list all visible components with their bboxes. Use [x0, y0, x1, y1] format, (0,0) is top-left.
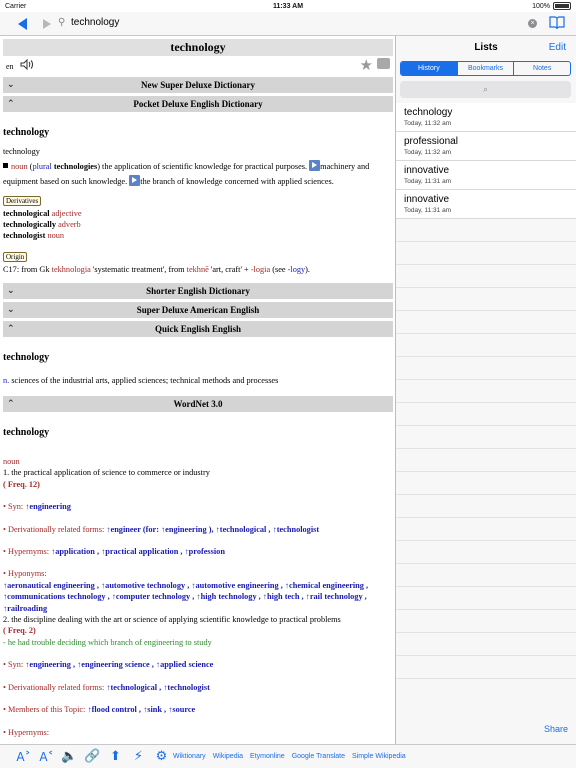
derivative-pos: adverb [58, 220, 81, 229]
note-icon[interactable] [377, 58, 390, 69]
chevron-up-icon: ⌃ [7, 324, 15, 334]
edit-button[interactable]: Edit [548, 42, 566, 53]
history-time: Today, 11:32 am [404, 120, 452, 127]
origin-part: C17: from Gk [3, 265, 52, 274]
tab-history[interactable]: History [401, 62, 457, 75]
gear-icon[interactable]: ⚙ [155, 749, 168, 764]
dictionary-header-shorter[interactable] [3, 283, 393, 299]
sense-2: machinery and equipment based on such knowledge. [3, 162, 370, 186]
definition-text [3, 159, 393, 189]
definition-pane [0, 37, 396, 744]
language-label: en [6, 62, 14, 71]
part-of-speech: n. [3, 376, 10, 385]
search-icon: ⚲ [58, 17, 66, 28]
relation-label: • Syn: [3, 660, 26, 670]
origin-part: (see [270, 265, 288, 274]
empty-row [396, 518, 576, 541]
up-arrow-icon[interactable]: ⬆ [110, 749, 121, 764]
relation-links[interactable]: ↑aeronautical engineering , ↑automotive technology , ↑automotive engineering , ↑chemical engineering , ↑communications technology , ↑computer technology , ↑high technology , ↑high tech , ↑rail technology , ↑railroading [3, 580, 369, 613]
chevron-down-icon: ⌄ [7, 80, 15, 90]
clock: 11:33 AM [272, 2, 304, 10]
search-input[interactable]: technology [71, 17, 120, 28]
history-item[interactable] [396, 161, 576, 190]
derivative-item [3, 230, 393, 241]
book-icon[interactable] [549, 16, 565, 30]
speaker-icon[interactable] [20, 59, 33, 70]
part-of-speech: noun [3, 457, 20, 466]
bullet-square-icon [3, 163, 8, 168]
link-wiktionary[interactable]: Wiktionary [173, 753, 206, 760]
sense-arrow-icon [129, 175, 140, 186]
synonyms [3, 501, 393, 512]
empty-row [396, 633, 576, 656]
headword-tools [3, 56, 393, 74]
font-decrease-icon[interactable]: A˂ [39, 749, 54, 764]
relation-links[interactable]: ↑engineer (for: ↑engineering ), ↑technological , ↑technologist [106, 524, 320, 534]
dictionary-header-quick[interactable] [3, 321, 393, 337]
bottom-toolbar [0, 744, 576, 768]
entry-headword: technology [3, 427, 50, 438]
origin-part: 'systematic treatment', from [90, 265, 187, 274]
origin-part: ). [305, 265, 311, 274]
dictionary-name: Super Deluxe American English [136, 305, 260, 315]
history-list [396, 103, 576, 679]
derivative-word: technologist [3, 231, 46, 240]
sense-3: the branch of knowledge concerned with applied sciences. [140, 177, 334, 186]
lightning-icon[interactable]: ⚡ [133, 749, 144, 764]
topic-members [3, 704, 393, 715]
relation-label: • Derivationally related forms: [3, 524, 107, 534]
carrier-label: Carrier [5, 2, 27, 10]
history-word: technology [404, 107, 453, 118]
dictionary-name: Pocket Deluxe English Dictionary [133, 99, 263, 109]
status-bar [0, 0, 576, 12]
relation-links[interactable]: ↑technological , ↑technologist [106, 682, 210, 692]
back-arrow-icon[interactable] [18, 18, 27, 30]
clear-search-icon[interactable]: × [528, 19, 537, 28]
empty-row [396, 610, 576, 633]
dictionary-header-pocket[interactable] [3, 96, 393, 112]
derivatives-list [3, 208, 393, 241]
sense-2: 2. the discipline dealing with the art or science of applying scientific knowledge to practical problems [3, 615, 341, 625]
search-icon: ⌕ [483, 85, 488, 94]
chevron-down-icon: ⌄ [7, 286, 15, 296]
derivative-item [3, 208, 393, 219]
origin-part: 'art, craft' + [208, 265, 251, 274]
plural-form: technologies [53, 162, 98, 171]
headword-title: technology [3, 39, 393, 56]
definition-text [3, 373, 393, 388]
hypernyms [3, 546, 393, 557]
sense-1: the application of scientific knowledge for practical purposes. [102, 162, 308, 171]
relation-links[interactable]: ↑flood control , ↑sink , ↑source [87, 705, 196, 715]
derivative-item [3, 219, 393, 230]
origin-text [3, 264, 393, 275]
empty-row [396, 265, 576, 288]
dictionary-name: New Super Deluxe Dictionary [140, 80, 256, 90]
lists-title: Lists [474, 42, 498, 53]
paren: ( [29, 162, 33, 171]
empty-row [396, 541, 576, 564]
dictionary-name: WordNet 3.0 [173, 399, 223, 409]
plural-label: plural [32, 162, 52, 171]
link-wikipedia[interactable]: Wikipedia [212, 753, 244, 760]
forward-arrow-icon[interactable] [43, 19, 51, 29]
entry-word-line: technology [3, 147, 40, 156]
empty-row [396, 403, 576, 426]
origin-term: tekhnē [186, 265, 209, 274]
empty-row [396, 449, 576, 472]
dictionary-name: Shorter English Dictionary [146, 286, 250, 296]
relation-label: • Hypernyms: [3, 727, 49, 737]
link-icon[interactable]: 🔗 [84, 749, 101, 764]
dictionary-header-super-deluxe[interactable] [3, 77, 393, 93]
lists-panel [396, 36, 576, 744]
entry-headword: technology [3, 352, 50, 363]
derivative-pos: adjective [51, 209, 82, 218]
empty-row [396, 495, 576, 518]
derivative-pos: noun [47, 231, 65, 240]
dictionary-header-wordnet[interactable] [3, 396, 393, 412]
link-google-translate[interactable]: Google Translate [291, 753, 345, 760]
chevron-down-icon: ⌄ [7, 305, 15, 315]
bookmark-star-icon[interactable]: ★ [359, 58, 373, 74]
battery-percent: 100% [532, 2, 550, 10]
history-word: innovative [404, 194, 450, 205]
history-word: professional [404, 136, 458, 147]
empty-row [396, 334, 576, 357]
relation-links[interactable]: ↑engineering [25, 502, 71, 512]
empty-row [396, 472, 576, 495]
relation-links[interactable]: ↑application , ↑practical application , ↑profession [51, 547, 225, 557]
tab-notes[interactable]: Notes [513, 62, 570, 75]
derivative-word: technological [3, 209, 50, 218]
tab-bookmarks[interactable]: Bookmarks [457, 62, 514, 75]
origin-badge: Origin [3, 252, 27, 262]
history-time: Today, 11:32 am [404, 149, 452, 156]
sense-arrow-icon [309, 160, 320, 171]
entry-headword: technology [3, 127, 50, 138]
part-of-speech: noun [11, 162, 28, 171]
top-toolbar [0, 12, 576, 36]
empty-row [396, 219, 576, 242]
synonyms [3, 659, 393, 670]
empty-row [396, 564, 576, 587]
link-simple-wikipedia[interactable]: Simple Wikipedia [352, 753, 406, 760]
relation-links[interactable]: ↑engineering , ↑engineering science , ↑applied science [25, 660, 214, 670]
relation-label: • Derivationally related forms: [3, 682, 107, 692]
derivatives-badge: Derivatives [3, 196, 41, 206]
sense-1: 1. the practical application of science to commerce or industry [3, 468, 210, 478]
history-item[interactable] [396, 132, 576, 161]
share-button[interactable]: Share [543, 724, 568, 734]
empty-row [396, 587, 576, 610]
dictionary-header-american[interactable] [3, 302, 393, 318]
speaker-icon[interactable]: 🔈 [61, 749, 78, 764]
frequency: ( Freq. 12) [3, 479, 40, 489]
relation-label: • Hyponyms: [3, 569, 47, 579]
relation-label: • Hypernyms: [3, 547, 52, 557]
definition: sciences of the industrial arts, applied sciences; technical methods and processes [11, 376, 279, 385]
empty-row [396, 426, 576, 449]
empty-row [396, 357, 576, 380]
origin-term: tekhnologia [51, 265, 91, 274]
origin-link[interactable]: -logy [287, 265, 306, 274]
empty-row [396, 380, 576, 403]
empty-row [396, 656, 576, 679]
chevron-up-icon: ⌃ [7, 399, 15, 409]
relation-label: • Syn: [3, 502, 26, 512]
history-time: Today, 11:31 am [404, 178, 452, 185]
wordnet-body [3, 456, 393, 738]
empty-row [396, 288, 576, 311]
derivative-word: technologically [3, 220, 57, 229]
empty-row [396, 242, 576, 265]
frequency: ( Freq. 2) [3, 626, 36, 636]
link-etymonline[interactable]: Etymonline [250, 753, 285, 760]
example-sentence: - he had trouble deciding which branch of engineering to study [3, 637, 212, 647]
history-item[interactable] [396, 190, 576, 219]
history-word: innovative [404, 165, 450, 176]
dictionary-name: Quick English English [154, 324, 242, 334]
relation-label: • Members of this Topic: [3, 705, 88, 715]
lists-segmented-control [400, 61, 571, 76]
derivations [3, 524, 393, 535]
history-time: Today, 11:31 am [404, 207, 452, 214]
empty-row [396, 311, 576, 334]
chevron-up-icon: ⌃ [7, 99, 15, 109]
lists-search-input[interactable] [400, 81, 571, 98]
derivations [3, 682, 393, 693]
paren: ) [97, 162, 100, 171]
origin-term: -logia [250, 265, 271, 274]
font-increase-icon[interactable]: A˃ [16, 749, 31, 764]
history-item[interactable] [396, 103, 576, 132]
